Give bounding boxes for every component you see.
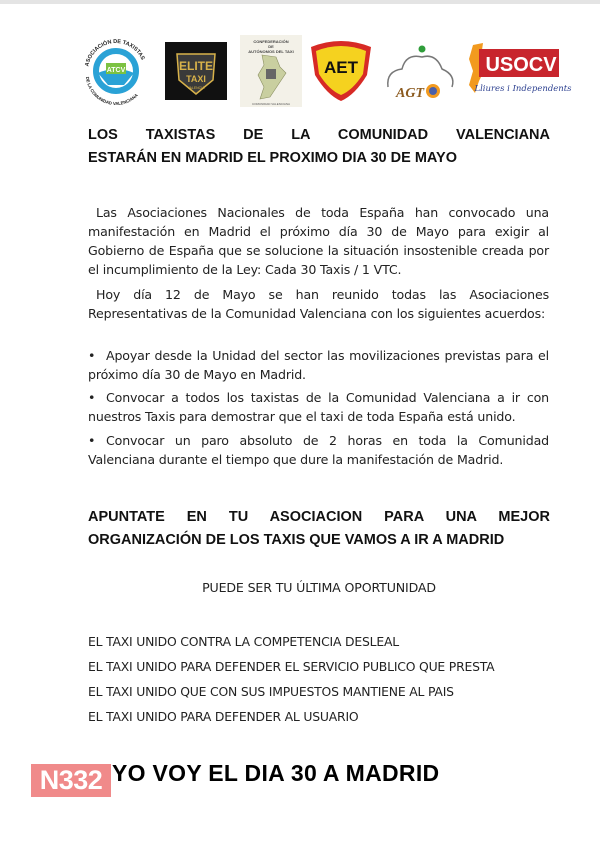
usocv-logo [465, 35, 572, 107]
svg-text:DE LA COMUNIDAD VALENCIANA: DE LA COMUNIDAD VALENCIANA [85, 76, 139, 107]
intro-paragraph: Las Asociaciones Nacionales de toda España han convocado una manifestación en Madrid el próximo día 30 de Mayo para exigir al Gobierno de España que se solucione la situación insostenible creada por el incumplimiento de la Ley: Cada 30 Taxis / 1 VTC. [88, 205, 549, 277]
signup-headline-line-2: ORGANIZACIÓN DE LOS TAXIS QUE VAMOS A IR A MADRID [88, 532, 505, 548]
signup-headline-line-1: APUNTATE EN TU ASOCIACION PARA UNA MEJOR [88, 509, 550, 525]
svg-text:VALENCIA: VALENCIA [187, 86, 205, 90]
svg-text:AET: AET [324, 58, 358, 77]
agt-logo [380, 35, 460, 107]
bullet-icon: • [88, 348, 96, 363]
n332-watermark-badge: N332 [31, 764, 111, 797]
signup-headline [88, 506, 550, 552]
slogan-item: EL TAXI UNIDO QUE CON SUS IMPUESTOS MANTIENE AL PAIS [88, 684, 454, 699]
svg-text:Lliures i Independents: Lliures i Independents [474, 84, 572, 94]
bullet-icon: • [88, 390, 96, 405]
aet-logo [305, 35, 377, 107]
title-line-1: LOS TAXISTAS DE LA COMUNIDAD VALENCIANA [88, 127, 550, 143]
svg-text:AUTÓNOMOS DEL TAXI: AUTÓNOMOS DEL TAXI [248, 49, 294, 54]
svg-text:TAXI: TAXI [186, 74, 206, 84]
slogan-item: EL TAXI UNIDO PARA DEFENDER AL USUARIO [88, 709, 359, 724]
slogan-item: EL TAXI UNIDO CONTRA LA COMPETENCIA DESLEAL [88, 634, 399, 649]
svg-text:CONFEDERACIÓN: CONFEDERACIÓN [253, 39, 289, 44]
slogan-list [88, 629, 548, 729]
confederacion-logo [240, 35, 302, 107]
svg-text:ATCV: ATCV [106, 67, 126, 74]
svg-text:ELITE: ELITE [178, 59, 214, 73]
svg-text:AGT: AGT [396, 86, 424, 101]
bullet-icon: • [88, 433, 96, 448]
slogan-item: EL TAXI UNIDO PARA DEFENDER EL SERVICIO PUBLICO QUE PRESTA [88, 659, 495, 674]
agreement-bullet [88, 346, 549, 384]
bullet-text: Convocar a todos los taxistas de la Comunidad Valenciana a ir con nuestros Taxis para demostrar que el taxi de toda España está unido. [88, 390, 549, 424]
svg-text:USOCV: USOCV [485, 54, 557, 76]
svg-text:DE: DE [268, 44, 274, 49]
agreement-bullet [88, 431, 549, 469]
bullet-text: Convocar un paro absoluto de 2 horas en toda la Comunidad Valenciana durante el tiempo que dure la manifestación de Madrid. [88, 433, 549, 467]
bullet-text: Apoyar desde la Unidad del sector las movilizaciones previstas para el próximo día 30 de Mayo en Madrid. [88, 348, 549, 382]
main-title [88, 124, 550, 170]
last-chance-line: PUEDE SER TU ÚLTIMA OPORTUNIDAD [202, 580, 436, 595]
top-edge-bar [0, 0, 600, 4]
meeting-paragraph: Hoy día 12 de Mayo se han reunido todas las Asociaciones Representativas de la Comunidad Valenciana con los siguientes acuerdos: [88, 287, 549, 321]
agreement-bullet [88, 388, 549, 426]
final-call-line: YO VOY EL DIA 30 A MADRID [112, 760, 440, 786]
title-line-2: ESTARÁN EN MADRID EL PROXIMO DIA 30 DE MAYO [88, 150, 457, 166]
svg-text:ASOCIACIÓN DE TAXISTAS: ASOCIACIÓN DE TAXISTAS [84, 38, 146, 68]
svg-text:COMUNIDAD VALENCIANA: COMUNIDAD VALENCIANA [251, 102, 291, 106]
atcv-logo [80, 35, 152, 107]
logos-row [80, 35, 572, 107]
elite-taxi-logo [165, 35, 227, 107]
